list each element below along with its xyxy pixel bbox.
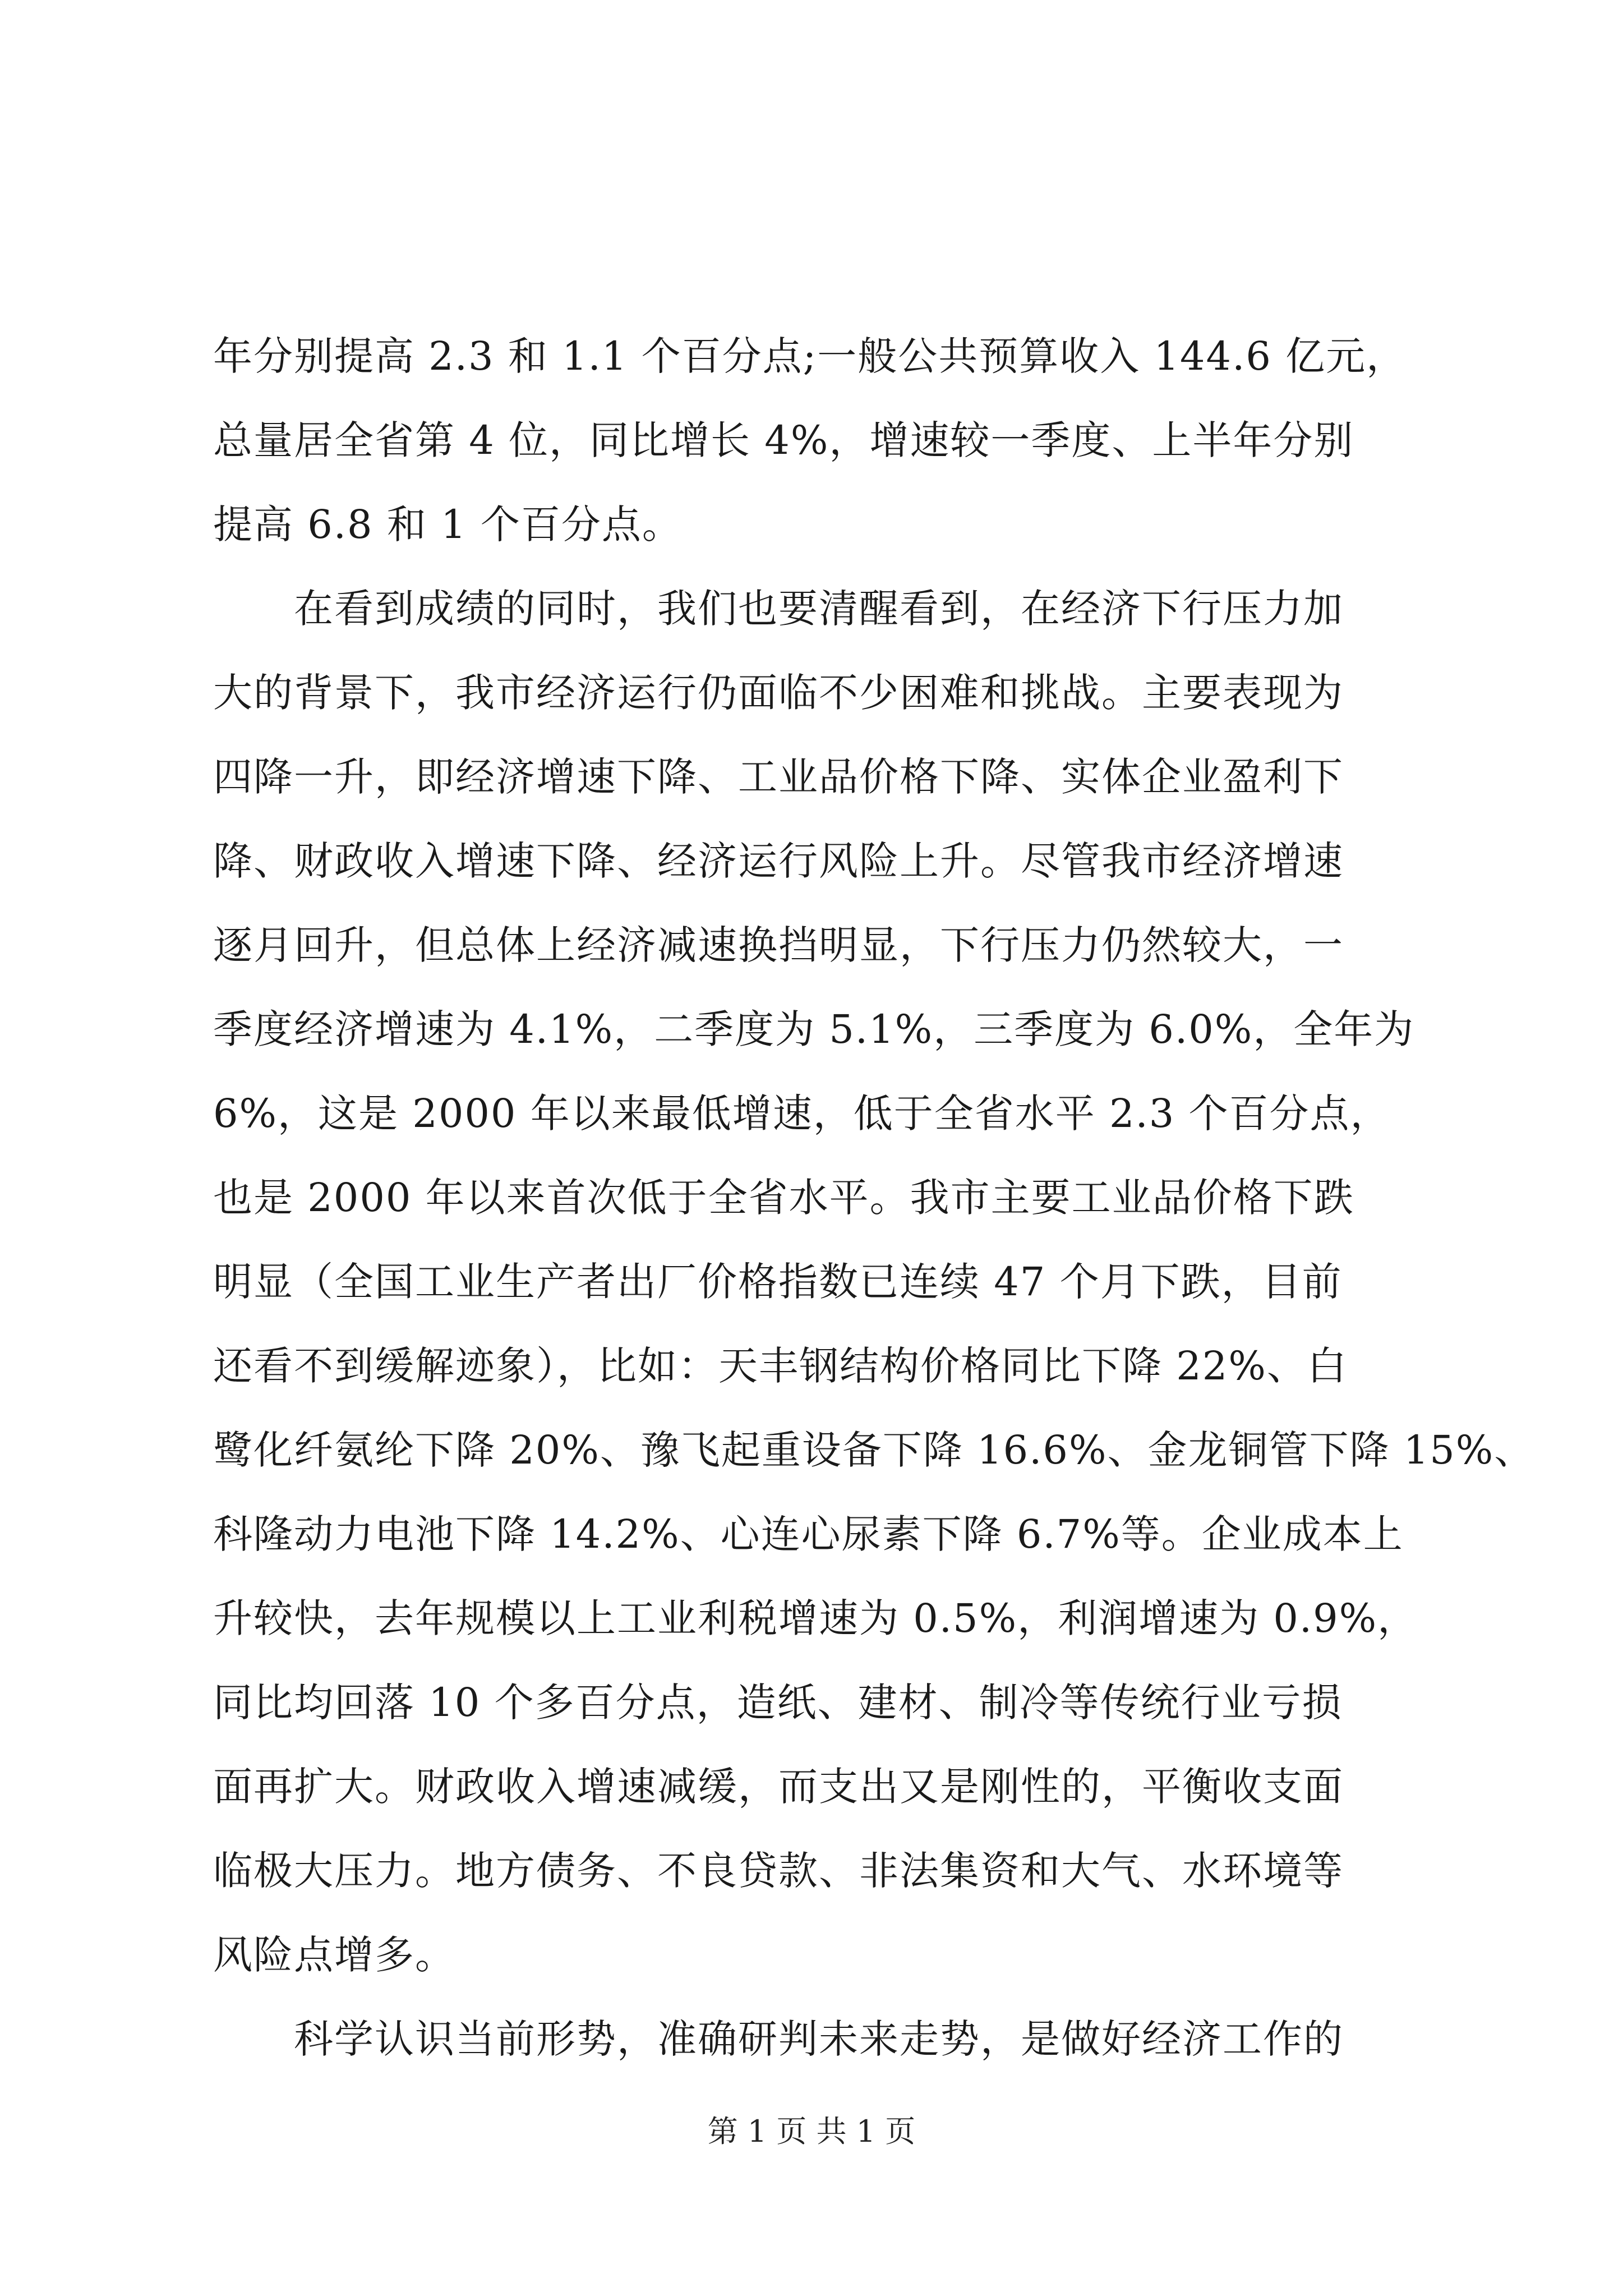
text-line: 6%，这是 2000 年以来最低增速，低于全省水平 2.3 个百分点， (213, 1091, 1391, 1137)
text-line: 同比均回落 10 个多百分点，造纸、建材、制冷等传统行业亏损 (213, 1680, 1343, 1726)
text-line: 科隆动力电池下降 14.2%、心连心尿素下降 6.7%等。企业成本上 (213, 1511, 1404, 1557)
text-line: 面再扩大。财政收入增速减缓，而支出又是刚性的，平衡收支面 (213, 1764, 1344, 1810)
text-line: 科学认识当前形势，准确研判未来走势，是做好经济工作的 (213, 2016, 1344, 2062)
text-line: 也是 2000 年以来首次低于全省水平。我市主要工业品价格下跌 (213, 1175, 1354, 1221)
text-line: 风险点增多。 (213, 1932, 455, 1978)
text-line: 四降一升，即经济增速下降、工业品价格下降、实体企业盈利下 (213, 754, 1344, 800)
text-line: 升较快，去年规模以上工业利税增速为 0.5%，利润增速为 0.9%， (213, 1595, 1418, 1641)
text-line: 季度经济增速为 4.1%，二季度为 5.1%，三季度为 6.0%，全年为 (213, 1006, 1415, 1052)
text-line: 年分别提高 2.3 和 1.1 个百分点;一般公共预算收入 144.6 亿元， (213, 333, 1407, 379)
text-line: 总量居全省第 4 位，同比增长 4%，增速较一季度、上半年分别 (213, 417, 1354, 463)
text-line: 鹭化纤氨纶下降 20%、豫飞起重设备下降 16.6%、金龙铜管下降 15%、 (213, 1427, 1535, 1473)
text-line: 明显（全国工业生产者出厂价格指数已连续 47 个月下跌，目前 (213, 1259, 1343, 1305)
text-line: 在看到成绩的同时，我们也要清醒看到，在经济下行压力加 (213, 586, 1344, 632)
text-line: 还看不到缓解迹象），比如：天丰钢结构价格同比下降 22%、白 (213, 1343, 1348, 1389)
text-line: 逐月回升，但总体上经济减速换挡明显，下行压力仍然较大，一 (213, 922, 1344, 968)
text-line: 降、财政收入增速下降、经济运行风险上升。尽管我市经济增速 (213, 838, 1344, 884)
text-line: 大的背景下，我市经济运行仍面临不少困难和挑战。主要表现为 (213, 670, 1344, 716)
text-line: 提高 6.8 和 1 个百分点。 (213, 501, 683, 547)
text-line: 临极大压力。地方债务、不良贷款、非法集资和大气、水环境等 (213, 1848, 1344, 1894)
page-footer: 第 1 页 共 1 页 (707, 2114, 916, 2149)
body-text (213, 314, 1535, 2081)
